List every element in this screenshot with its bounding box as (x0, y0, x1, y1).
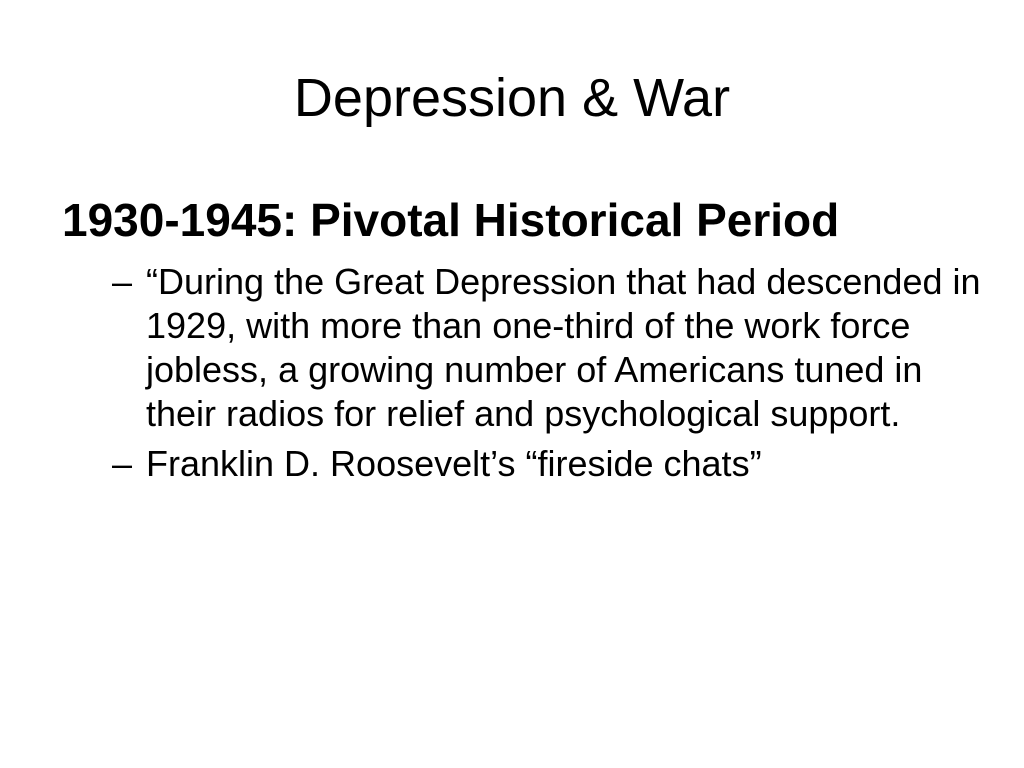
sub-bullet-text: “During the Great Depression that had descended in 1929, with more than one-third of the work force jobless, a growing number of Americans tuned in their radios for relief and psychological support. (146, 261, 981, 434)
slide-title: Depression & War (293, 68, 731, 128)
slide-content (62, 192, 982, 492)
main-bullet-heading: 1930-1945: Pivotal Historical Period (62, 194, 840, 246)
sub-bullet-great-depression (62, 260, 982, 436)
sub-bullet-text: Franklin D. Roosevelt’s “fireside chats” (146, 443, 762, 484)
dash-bullet-icon: – (112, 261, 133, 302)
sub-bullet-fireside-chats (62, 442, 982, 486)
sub-bullet-list (62, 260, 982, 486)
dash-bullet-icon: – (112, 443, 133, 484)
